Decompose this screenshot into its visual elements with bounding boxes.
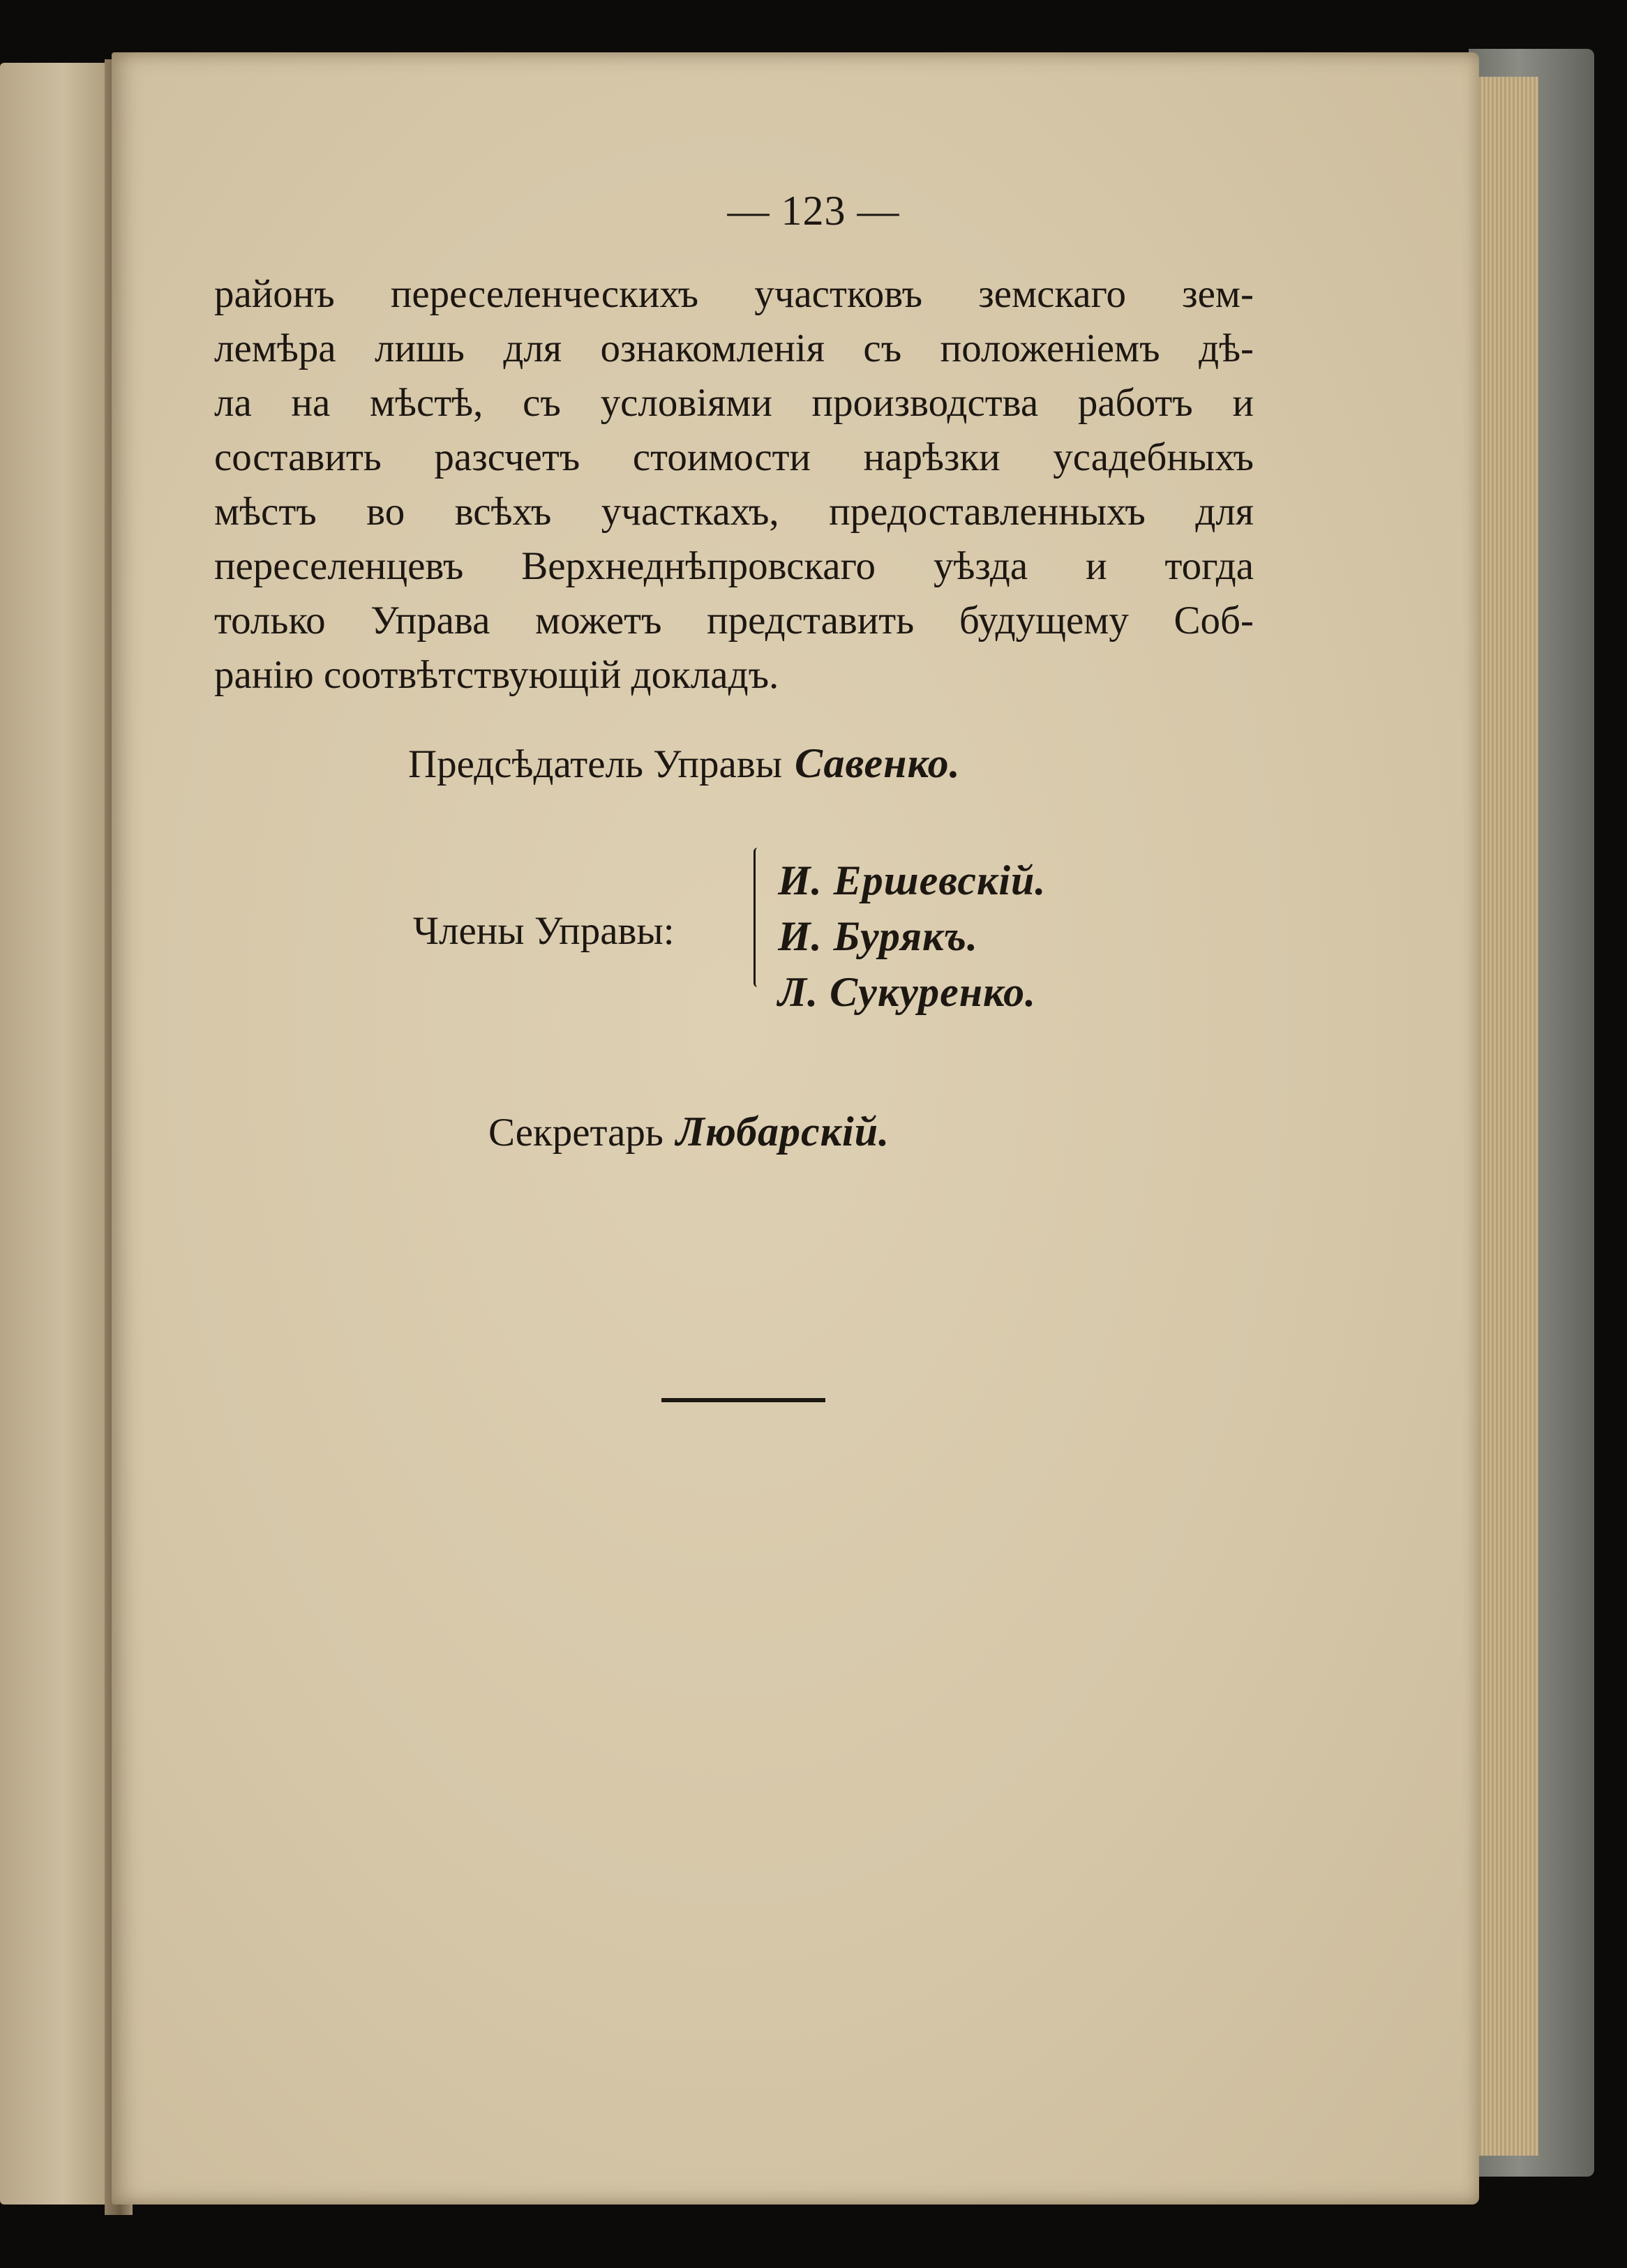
text-line: переселенцевъ Верхнеднѣпровскаго уѣзда и тогда	[214, 544, 1254, 588]
chairman-role: Предсѣдатель Управы	[408, 742, 783, 786]
member-name: И. Ершевскій.	[778, 857, 1047, 903]
member-name: Л. Сукуренко.	[778, 969, 1037, 1015]
members-brace	[753, 848, 763, 987]
members-label: Члены Управы:	[413, 909, 675, 953]
chairman-name: Савенко.	[795, 740, 961, 786]
secretary-role: Секретарь	[488, 1111, 663, 1155]
facing-page-edge	[0, 63, 115, 2205]
text-line: лемѣра лишь для ознакомленія съ положеніемъ дѣ-	[214, 326, 1254, 370]
closing-rule	[661, 1398, 825, 1402]
text-line: мѣстъ во всѣхъ участкахъ, предоставленныхъ для	[214, 490, 1254, 534]
secretary-name: Любарскій.	[675, 1109, 890, 1155]
page-stack-edges	[1469, 77, 1538, 2156]
chairman-signature	[408, 739, 961, 788]
secretary-signature	[488, 1108, 890, 1156]
body-paragraph	[214, 267, 1254, 703]
page-number: — 123 —	[727, 188, 900, 234]
text-line: ранію соотвѣтствующій докладъ.	[214, 653, 779, 697]
text-line: только Управа можетъ представить будущему Соб-	[214, 599, 1254, 643]
members-list	[778, 853, 1046, 1020]
text-line: составить разсчетъ стоимости нарѣзки усадебныхъ	[214, 435, 1254, 479]
text-line: ла на мѣстѣ, съ условіями производства работъ и	[214, 381, 1254, 425]
text-line: районъ переселенческихъ участковъ земскаго зем-	[214, 272, 1254, 316]
member-name: И. Бурякъ.	[778, 913, 979, 959]
